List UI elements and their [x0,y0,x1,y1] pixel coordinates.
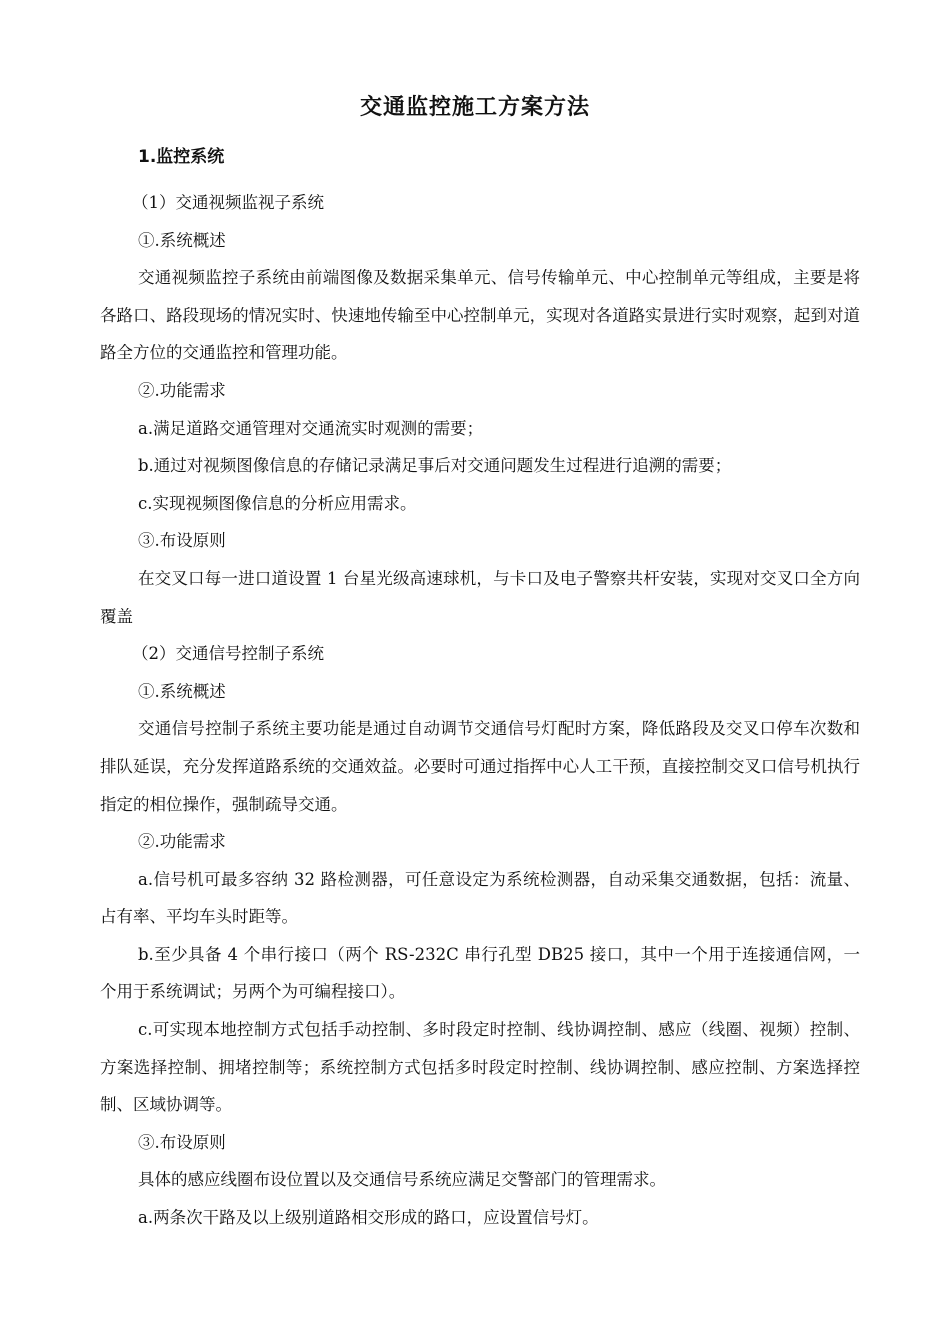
paragraph: ②.功能需求 [138,832,226,852]
paragraph: a.两条次干路及以上级别道路相交形成的路口，应设置信号灯。 [138,1208,599,1228]
paragraph: b.通过对视频图像信息的存储记录满足事后对交通问题发生过程进行追溯的需要； [138,456,732,476]
document-title: 交通监控施工方案方法 [359,95,590,120]
paragraph: ①.系统概述 [138,681,226,701]
paragraph: 交通视频监控子系统由前端图像及数据采集单元、信号传输单元、中心控制单元等组成，主要是将各路口、路段现场的情况实时、快速地传输至中心控制单元，实现对各道路实景进行实时观察，起到对道路全方位的交通监控和管理功能。 [100,268,860,363]
paragraph: 在交叉口每一进口道设置 1 台星光级高速球机，与卡口及电子警察共杆安装，实现对交叉口全方向覆盖 [100,568,860,626]
paragraph: a.满足道路交通管理对交通流实时观测的需要； [138,418,484,438]
paragraph: （2）交通信号控制子系统 [132,644,324,664]
paragraph: a.信号机可最多容纳 32 路检测器，可任意设定为系统检测器，自动采集交通数据，包括：流量、占有率、平均车头时距等。 [100,869,860,927]
section-heading: 1.监控系统 [138,147,225,167]
paragraph: b.至少具备 4 个串行接口（两个 RS-232C 串行孔型 DB25 接口，其中一个用于连接通信网，一个用于系统调试；另两个为可编程接口）。 [100,944,860,1002]
paragraph: ②.功能需求 [138,380,226,400]
paragraph: ①.系统概述 [138,230,226,250]
document-body [100,184,860,1237]
paragraph: c.可实现本地控制方式包括手动控制、多时段定时控制、线协调控制、感应（线圈、视频）控制、方案选择控制、拥堵控制等；系统控制方式包括多时段定时控制、线协调控制、感应控制、方案选择控制、区域协调等。 [100,1020,860,1115]
paragraph: （1）交通视频监视子系统 [132,193,324,212]
paragraph: c.实现视频图像信息的分析应用需求。 [138,493,417,513]
paragraph: ③.布设原则 [138,531,226,551]
paragraph: 具体的感应线圈布设位置以及交通信号系统应满足交警部门的管理需求。 [138,1170,666,1190]
paragraph: ③.布设原则 [138,1132,226,1152]
paragraph: 交通信号控制子系统主要功能是通过自动调节交通信号灯配时方案，降低路段及交叉口停车次数和排队延误，充分发挥道路系统的交通效益。必要时可通过指挥中心人工干预，直接控制交叉口信号机执行指定的相位操作，强制疏导交通。 [100,719,860,814]
